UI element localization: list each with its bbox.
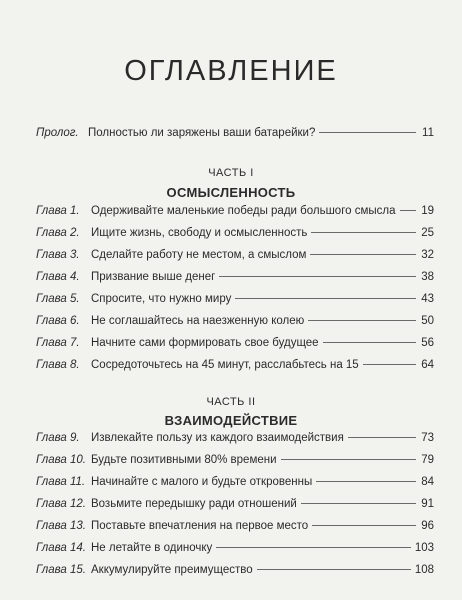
entry-label: Глава 5. bbox=[36, 293, 80, 305]
entry-title: Не соглашайтесь на наезженную колею bbox=[91, 315, 305, 327]
dot-leader bbox=[316, 481, 416, 482]
entry-label: Глава 15. bbox=[36, 564, 86, 576]
dot-leader bbox=[319, 132, 416, 133]
entry-title: Спросите, что нужно миру bbox=[91, 293, 232, 305]
entry-title: Сосредоточьтесь на 45 минут, расслабьтесь на 15 bbox=[91, 359, 359, 371]
entry-title: Возьмите передышку ради отношений bbox=[91, 498, 297, 510]
entry-title: Начинайте с малого и будьте откровенны bbox=[91, 476, 313, 488]
toc-entry bbox=[36, 337, 434, 355]
toc-entry bbox=[36, 205, 434, 223]
dot-leader bbox=[301, 503, 416, 504]
dot-leader bbox=[348, 437, 416, 438]
toc-entry bbox=[36, 293, 434, 311]
dot-leader bbox=[400, 210, 416, 211]
entry-page: 79 bbox=[421, 454, 434, 466]
toc-entry bbox=[36, 564, 434, 582]
entry-title: Поставьте впечатления на первое место bbox=[91, 520, 309, 532]
entry-label: Глава 12. bbox=[36, 498, 86, 510]
entry-title: Полностью ли заряжены ваши батарейки? bbox=[88, 127, 316, 139]
entry-page: 96 bbox=[421, 520, 434, 532]
toc-entry bbox=[36, 315, 434, 333]
entry-title: Начните сами формировать свое будущее bbox=[91, 337, 319, 349]
entry-label: Глава 11. bbox=[36, 476, 86, 488]
entry-page: 50 bbox=[421, 315, 434, 327]
dot-leader bbox=[310, 254, 416, 255]
toc-entry bbox=[36, 542, 434, 560]
dot-leader bbox=[311, 232, 416, 233]
toc-entry bbox=[36, 271, 434, 289]
dot-leader bbox=[235, 298, 416, 299]
part-title: ВЗАИМОДЕЙСТВИЕ bbox=[164, 413, 298, 428]
entry-title: Призвание выше денег bbox=[91, 271, 216, 283]
entry-page: 32 bbox=[421, 249, 434, 261]
entry-title: Одерживайте маленькие победы ради большого смысла bbox=[91, 205, 396, 217]
toc-entry bbox=[36, 227, 434, 245]
entry-page: 108 bbox=[414, 564, 434, 576]
entry-page: 11 bbox=[422, 127, 434, 139]
entry-page: 64 bbox=[421, 359, 434, 371]
entry-page: 19 bbox=[421, 205, 434, 217]
entry-page: 73 bbox=[421, 432, 434, 444]
toc-entry bbox=[36, 454, 434, 472]
entry-label: Глава 7. bbox=[36, 337, 80, 349]
entry-page: 43 bbox=[421, 293, 434, 305]
dot-leader bbox=[216, 547, 411, 548]
entry-title: Аккумулируйте преимущество bbox=[91, 564, 253, 576]
entry-label: Глава 10. bbox=[36, 454, 86, 466]
entry-label: Глава 2. bbox=[36, 227, 80, 239]
entry-page: 84 bbox=[421, 476, 434, 488]
dot-leader bbox=[323, 342, 416, 343]
entry-label: Глава 1. bbox=[36, 205, 80, 217]
entry-label: Глава 3. bbox=[36, 249, 80, 261]
entry-page: 56 bbox=[421, 337, 434, 349]
dot-leader bbox=[257, 569, 411, 570]
part-label: ЧАСТЬ II bbox=[206, 396, 256, 408]
entry-label: Глава 8. bbox=[36, 359, 80, 371]
part-title: ОСМЫСЛЕННОСТЬ bbox=[166, 185, 296, 200]
entry-label: Глава 14. bbox=[36, 542, 86, 554]
entry-title: Сделайте работу не местом, а смыслом bbox=[91, 249, 307, 261]
entry-label: Глава 6. bbox=[36, 315, 80, 327]
page-title: ОГЛАВЛЕНИЕ bbox=[124, 55, 338, 88]
entry-title: Извлекайте пользу из каждого взаимодействия bbox=[91, 432, 344, 444]
entry-label: Глава 13. bbox=[36, 520, 86, 532]
dot-leader bbox=[312, 525, 416, 526]
entry-page: 25 bbox=[421, 227, 434, 239]
toc-entry bbox=[36, 498, 434, 516]
entry-title: Не летайте в одиночку bbox=[91, 542, 213, 554]
toc-entry bbox=[36, 359, 434, 377]
entry-label: Пролог. bbox=[36, 127, 79, 139]
entry-page: 103 bbox=[414, 542, 434, 554]
entry-title: Ищите жизнь, свободу и осмысленность bbox=[91, 227, 308, 239]
dot-leader bbox=[219, 276, 416, 277]
entry-label: Глава 9. bbox=[36, 432, 80, 444]
entry-label: Глава 4. bbox=[36, 271, 80, 283]
entry-page: 91 bbox=[421, 498, 434, 510]
dot-leader bbox=[308, 320, 416, 321]
toc-entry-prologue bbox=[36, 127, 434, 145]
dot-leader bbox=[363, 364, 416, 365]
toc-entry bbox=[36, 520, 434, 538]
toc-entry bbox=[36, 432, 434, 450]
part-label: ЧАСТЬ I bbox=[208, 167, 254, 179]
toc-entry bbox=[36, 476, 434, 494]
entry-page: 38 bbox=[421, 271, 434, 283]
entry-title: Будьте позитивными 80% времени bbox=[91, 454, 277, 466]
dot-leader bbox=[281, 459, 416, 460]
toc-entry bbox=[36, 249, 434, 267]
